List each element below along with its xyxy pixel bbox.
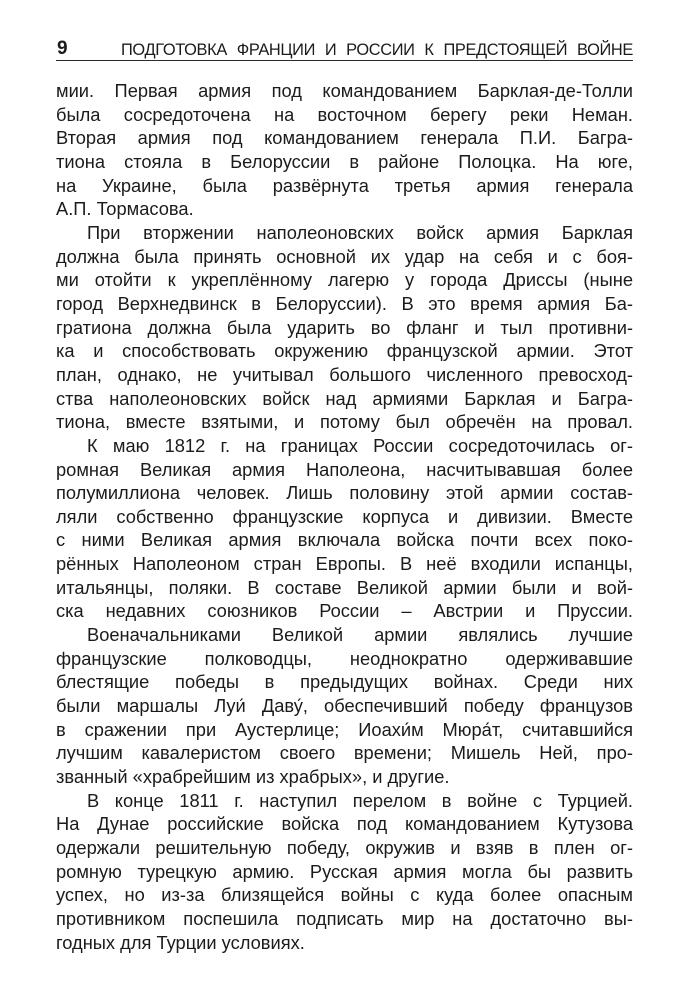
- page-number: 9: [57, 38, 68, 59]
- text-line: При вторжении наполеоновских войск армия Барклая: [87, 221, 633, 243]
- text-line: На Дунае российские войска под командованием Кутузова: [56, 813, 633, 835]
- text-line: ляли собственно французские корпуса и дивизии. Вместе: [56, 505, 633, 527]
- text-line: Вторая армия под командованием генерала П.И. Багра-: [56, 127, 633, 149]
- text-line: лучшим кавалеристом своего времени; Мишель Ней, про-: [56, 742, 633, 764]
- text-line: успех, но из-за близящейся войны с куда более опасным: [56, 884, 633, 906]
- paragraph: [56, 623, 633, 789]
- text-line: с ними Великая армия включала войска почти всех поко-: [56, 529, 633, 551]
- text-line: итальянцы, поляки. В составе Великой армии были и вой-: [56, 576, 633, 598]
- text-line: тиона, вместе взятыми, и потому был обречён на провал.: [56, 411, 633, 433]
- text-line: должна была принять основной их удар на себя и с боя-: [56, 245, 633, 267]
- paragraph: [56, 221, 633, 434]
- paragraph: [56, 434, 633, 623]
- text-line: блестящие победы в предыдущих войнах. Среди них: [56, 671, 633, 693]
- text-line: одержали решительную победу, окружив и взяв в плен ог-: [56, 837, 633, 858]
- text-line: гратиона должна была ударить во фланг и тыл противни-: [56, 316, 633, 338]
- paragraph: [56, 79, 633, 221]
- text-line: была сосредоточена на восточном берегу реки Неман.: [56, 103, 633, 125]
- text-line: Военачальниками Великой армии являлись лучшие: [87, 624, 633, 646]
- text-line: годных для Турции условиях.: [56, 931, 305, 953]
- text-line: были маршалы Луи́ Даву́, обеспечивший победу французов: [56, 695, 633, 717]
- text-line: на Украине, была развёрнута третья армия генерала: [56, 174, 633, 196]
- text-line: противником поспешила подписать мир на достаточно вы-: [56, 907, 633, 929]
- text-line: французские полководцы, неоднократно одерживавшие: [56, 647, 633, 669]
- body-text: [56, 79, 633, 954]
- text-line: ства наполеоновских войск над армиями Барклая и Багра-: [56, 387, 633, 409]
- text-line: город Верхнедвинск в Белоруссии). В это время армия Ба-: [56, 292, 633, 314]
- text-line: мии. Первая армия под командованием Барклая-де-Толли: [56, 80, 633, 101]
- text-line: в сражении при Аустерлице; Иоахи́м Мюра́т, считавшийся: [56, 718, 633, 740]
- running-head: [56, 38, 633, 61]
- text-line: рённых Наполеоном стран Европы. В неё входили испанцы,: [56, 553, 633, 575]
- text-line: ска недавних союзников России – Австрии и Пруссии.: [56, 600, 633, 622]
- running-title: ПОДГОТОВКА ФРАНЦИИ И РОССИИ К ПРЕДСТОЯЩЕЙ ВОЙНЕ: [121, 41, 633, 59]
- text-line: план, однако, не учитывал большого численного превосход-: [56, 363, 633, 385]
- text-line: ка и способствовать окружению французской армии. Этот: [56, 340, 633, 362]
- paragraph: [56, 789, 633, 955]
- text-line: А.П. Тормасова.: [56, 198, 194, 220]
- text-line: В конце 1811 г. наступил перелом в войне с Турцией.: [87, 789, 633, 811]
- text-line: званный «храбрейшим из храбрых», и другие.: [56, 766, 450, 788]
- text-line: К маю 1812 г. на границах России сосредоточилась ог-: [87, 434, 633, 456]
- text-line: ромная Великая армия Наполеона, насчитывавшая более: [56, 458, 633, 480]
- text-line: полумиллиона человек. Лишь половину этой армии состав-: [56, 482, 633, 504]
- text-line: тиона стояла в Белоруссии в районе Полоцка. На юге,: [56, 150, 633, 172]
- text-line: ромную турецкую армию. Русская армия могла бы развить: [56, 860, 633, 882]
- text-line: ми отойти к укреплённому лагерю у города Дриссы (ныне: [56, 269, 633, 291]
